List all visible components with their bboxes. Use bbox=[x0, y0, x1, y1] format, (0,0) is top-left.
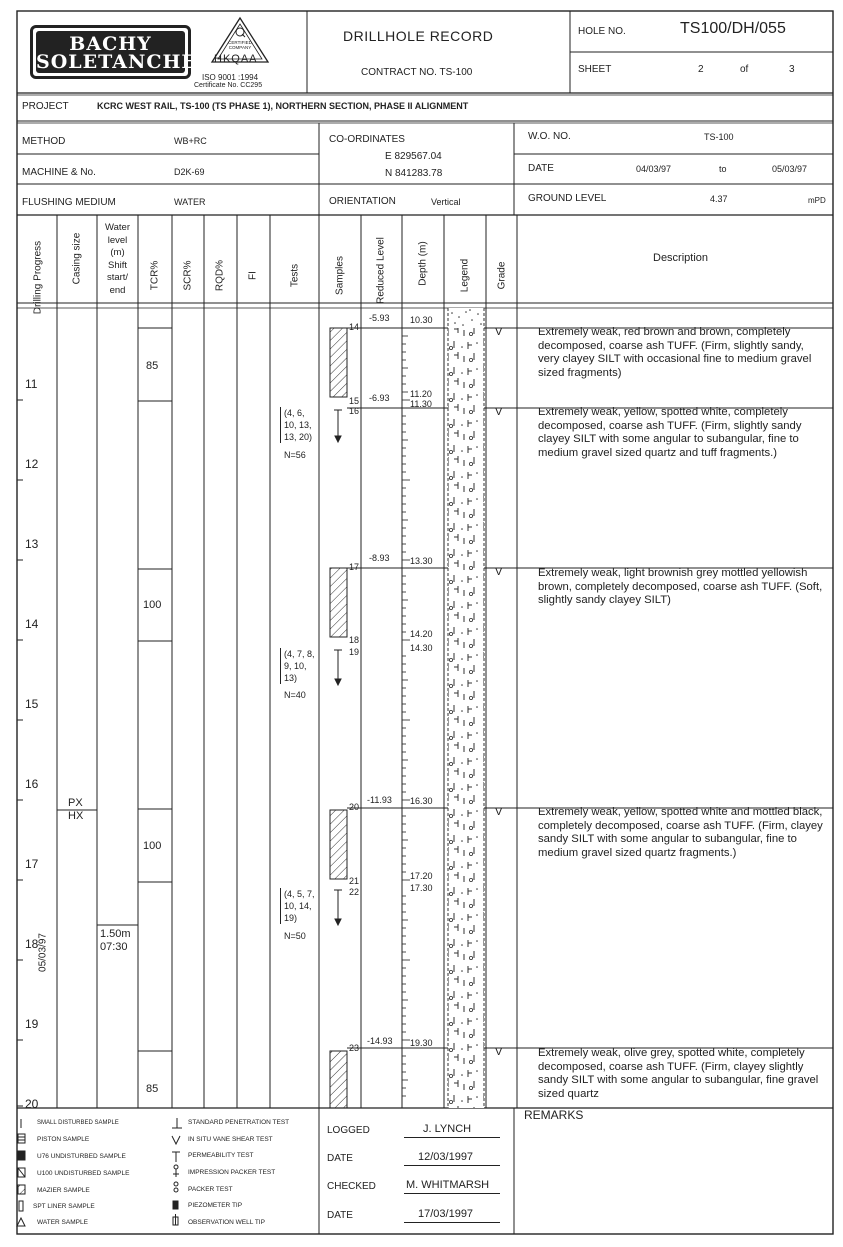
depth-value: 17.20 bbox=[410, 871, 433, 881]
scale-label: 14 bbox=[25, 617, 39, 631]
logo-line-1: BACHY bbox=[69, 33, 152, 55]
col-tests: Tests bbox=[289, 263, 301, 288]
coordinate-northing: N 841283.78 bbox=[385, 168, 443, 179]
date-to: 05/03/97 bbox=[772, 164, 808, 174]
wo-value: TS-100 bbox=[704, 132, 734, 142]
spt-blows: (4, 6, bbox=[284, 408, 305, 418]
key-packer: PACKER TEST bbox=[188, 1186, 233, 1193]
project-value: KCRC WEST RAIL, TS-100 (TS PHASE 1), NORTHERN SECTION, PHASE II ALIGNMENT bbox=[97, 101, 469, 111]
cert-iso: ISO 9001 :1994 bbox=[202, 73, 259, 82]
ground-level-label: GROUND LEVEL bbox=[528, 193, 607, 204]
col-legend: Legend bbox=[459, 258, 471, 293]
drilling-date: 05/03/97 bbox=[37, 933, 49, 972]
spt-blows: 19) bbox=[284, 913, 298, 923]
stratum-description: Extremely weak, light brownish grey mottled yellowish brown, completely decomposed, coarse ash TUFF. (Soft, slightly sandy clayey SILT) bbox=[538, 567, 823, 607]
col-samples: Samples bbox=[334, 256, 346, 295]
spt-test bbox=[280, 407, 312, 443]
method-value: WB+RC bbox=[174, 136, 207, 146]
depth-value: 13.30 bbox=[410, 556, 433, 566]
key-impression-packer: IMPRESSION PACKER TEST bbox=[188, 1169, 276, 1176]
col-tcr: TCR% bbox=[149, 260, 161, 291]
sample-number: 19 bbox=[349, 647, 360, 657]
key-piezometer: PIEZOMETER TIP bbox=[188, 1202, 243, 1209]
sample-number: 18 bbox=[349, 635, 360, 645]
stratum-description: Extremely weak, red brown and brown, completely decomposed, coarse ash TUFF. (Firm, slightly sandy, very clayey SILT with occasional fine to medium gravel sized fragments) bbox=[538, 326, 812, 379]
reduced-level: -6.93 bbox=[369, 393, 390, 403]
ground-level-unit: mPD bbox=[808, 196, 826, 205]
method-label: METHOD bbox=[22, 136, 66, 147]
tcr-value: 100 bbox=[143, 840, 162, 852]
machine-label: MACHINE & No. bbox=[22, 167, 96, 178]
key-u76: U76 UNDISTURBED SAMPLE bbox=[37, 1153, 126, 1160]
sample-number: 21 bbox=[349, 876, 360, 886]
col-fi: FI bbox=[247, 271, 259, 280]
scale-label: 12 bbox=[25, 457, 39, 471]
key-spt: STANDARD PENETRATION TEST bbox=[188, 1119, 290, 1126]
sample-number: 15 bbox=[349, 396, 360, 406]
spt-blows: 13, 20) bbox=[284, 432, 313, 442]
weathering-grade: V bbox=[495, 1046, 503, 1058]
scale-label: 17 bbox=[25, 857, 39, 871]
sheet-number: 2 bbox=[698, 64, 704, 75]
col-grade: Grade bbox=[496, 261, 508, 290]
spt-blows: (4, 7, 8, bbox=[284, 649, 315, 659]
spt-blows: 9, 10, bbox=[284, 661, 307, 671]
reduced-level: -5.93 bbox=[369, 313, 390, 323]
weathering-grade: V bbox=[495, 566, 503, 578]
spt-n-value: N=50 bbox=[284, 931, 306, 941]
orientation-value: Vertical bbox=[431, 197, 461, 207]
logo-line-2: SOLETANCHE bbox=[36, 51, 197, 73]
depth-value: 11.20 bbox=[410, 389, 432, 399]
scale-label: 13 bbox=[25, 537, 39, 551]
depth-value: 10.30 bbox=[410, 315, 433, 325]
col-reduced-level: Reduced Level bbox=[375, 237, 387, 304]
reduced-level: -14.93 bbox=[367, 1036, 393, 1046]
coordinate-easting: E 829567.04 bbox=[385, 151, 442, 162]
remarks-label: REMARKS bbox=[524, 1108, 584, 1122]
casing-px: PX bbox=[68, 797, 83, 809]
cert-org: HKQAA bbox=[214, 53, 258, 65]
spt-test bbox=[280, 648, 315, 684]
scale-label: 20 bbox=[25, 1097, 39, 1111]
hole-no-value: TS100/DH/055 bbox=[680, 20, 786, 37]
col-drilling-progress: Drilling Progress bbox=[32, 240, 44, 315]
water-header-line: Shift bbox=[107, 259, 127, 271]
spt-test bbox=[280, 888, 315, 924]
depth-value: 16.30 bbox=[410, 796, 433, 806]
checked-label: CHECKED bbox=[327, 1181, 376, 1192]
spt-n-value: N=56 bbox=[284, 450, 306, 460]
machine-value: D2K-69 bbox=[174, 167, 205, 177]
project-label: PROJECT bbox=[22, 101, 69, 112]
sample-number: 16 bbox=[349, 406, 360, 416]
tcr-value: 100 bbox=[143, 599, 162, 611]
flushing-label: FLUSHING MEDIUM bbox=[22, 197, 116, 208]
checked-date-value: 17/03/1997 bbox=[418, 1208, 474, 1220]
spt-blows: (4, 5, 7, bbox=[284, 889, 315, 899]
key-permeability: PERMEABILITY TEST bbox=[188, 1152, 254, 1159]
scale-label: 16 bbox=[25, 777, 39, 791]
spt-blows: 10, 14, bbox=[284, 901, 312, 911]
sheet-total: 3 bbox=[789, 64, 795, 75]
coordinates-label: CO-ORDINATES bbox=[329, 134, 405, 145]
depth-value: 11.30 bbox=[410, 399, 432, 409]
col-scr: SCR% bbox=[182, 260, 194, 291]
water-header-line: end bbox=[109, 284, 126, 296]
weathering-grade: V bbox=[495, 806, 503, 818]
key-small-disturbed: SMALL DISTURBED SAMPLE bbox=[37, 1120, 119, 1126]
orientation-label: ORIENTATION bbox=[329, 196, 396, 207]
water-header-line: Water bbox=[105, 222, 130, 233]
key-water-sample: WATER SAMPLE bbox=[37, 1219, 88, 1226]
col-description: Description bbox=[653, 252, 709, 264]
col-rqd: RQD% bbox=[214, 259, 226, 292]
water-header-line: start/ bbox=[106, 272, 129, 283]
ground-level-value: 4.37 bbox=[710, 194, 728, 204]
key-observation-well: OBSERVATION WELL TIP bbox=[188, 1219, 265, 1226]
cert-small-text: CERTIFIED COMPANY bbox=[228, 40, 252, 50]
depth-value: 19.30 bbox=[410, 1038, 433, 1048]
key-spt-liner: SPT LINER SAMPLE bbox=[33, 1203, 95, 1210]
cert-number: Certificate No. CC295 bbox=[194, 82, 263, 89]
logged-date-value: 12/03/1997 bbox=[418, 1151, 474, 1163]
stratum-description: Extremely weak, olive grey, spotted white, completely decomposed, coarse ash TUFF. (Firm, clayey slightly sandy SILT with some angular to subangular, fine gravel sized quartz bbox=[538, 1047, 819, 1100]
date-from: 04/03/97 bbox=[636, 164, 672, 174]
date-to-word: to bbox=[719, 164, 727, 174]
spt-n-value: N=40 bbox=[284, 690, 306, 700]
scale-label: 19 bbox=[25, 1017, 39, 1031]
depth-value: 14.30 bbox=[410, 643, 433, 653]
key-u100: U100 UNDISTURBED SAMPLE bbox=[37, 1170, 130, 1177]
water-header-line: (m) bbox=[110, 247, 125, 258]
weathering-grade: V bbox=[495, 326, 503, 338]
sample-number: 22 bbox=[349, 887, 360, 897]
col-depth: Depth (m) bbox=[417, 241, 429, 286]
key-mazier: MAZIER SAMPLE bbox=[37, 1187, 90, 1194]
contract-number: CONTRACT NO. TS-100 bbox=[361, 67, 473, 78]
stratum-description: Extremely weak, yellow, spotted white, completely decomposed, coarse ash TUFF. (Firm, slightly sandy clayey SILT with some angular to subangular, fine to medium gravel sized quartz and tuff fragments.) bbox=[538, 406, 802, 459]
wo-label: W.O. NO. bbox=[528, 131, 571, 142]
company-logo bbox=[30, 25, 197, 79]
flushing-value: WATER bbox=[174, 197, 206, 207]
scale-label: 11 bbox=[25, 377, 38, 391]
tcr-value: 85 bbox=[146, 1083, 159, 1095]
col-casing-size: Casing size bbox=[71, 232, 83, 285]
logged-label: LOGGED bbox=[327, 1125, 370, 1136]
hole-no-label: HOLE NO. bbox=[578, 26, 626, 37]
sample-number: 14 bbox=[349, 322, 360, 332]
reduced-level: -8.93 bbox=[369, 553, 390, 563]
key-vane: IN SITU VANE SHEAR TEST bbox=[188, 1136, 273, 1143]
scale-label: 18 bbox=[25, 937, 39, 951]
sample-number: 23 bbox=[349, 1043, 360, 1053]
record-title: DRILLHOLE RECORD bbox=[343, 28, 494, 44]
sheet-label: SHEET bbox=[578, 64, 612, 75]
stratum-description: Extremely weak, yellow, spotted white and mottled black, completely decomposed, coarse ash TUFF. (Firm, clayey sandy SILT with some angular to subangular, fine to medium gravel sized quartz fragments.) bbox=[538, 806, 823, 859]
water-level-value: 1.50m bbox=[100, 928, 131, 940]
logged-date-label: DATE bbox=[327, 1153, 353, 1164]
tcr-value: 85 bbox=[146, 360, 159, 372]
water-header-line: level bbox=[107, 234, 128, 246]
date-label: DATE bbox=[528, 163, 554, 174]
scale-label: 15 bbox=[25, 697, 39, 711]
logged-value: J. LYNCH bbox=[423, 1123, 472, 1135]
sample-number: 20 bbox=[349, 802, 360, 812]
sample-number: 17 bbox=[349, 562, 360, 572]
key-piston: PISTON SAMPLE bbox=[37, 1136, 90, 1143]
water-level-time: 07:30 bbox=[100, 941, 128, 953]
depth-value: 14.20 bbox=[410, 629, 433, 639]
col-water-level bbox=[97, 222, 138, 297]
casing-hx: HX bbox=[68, 810, 84, 822]
spt-blows: 10, 13, bbox=[284, 420, 312, 430]
checked-date-label: DATE bbox=[327, 1210, 353, 1221]
sheet-of: of bbox=[740, 64, 749, 75]
depth-value: 17.30 bbox=[410, 883, 433, 893]
spt-blows: 13) bbox=[284, 673, 298, 683]
reduced-level: -11.93 bbox=[367, 795, 392, 805]
checked-value: M. WHITMARSH bbox=[406, 1179, 490, 1191]
weathering-grade: V bbox=[495, 406, 503, 418]
